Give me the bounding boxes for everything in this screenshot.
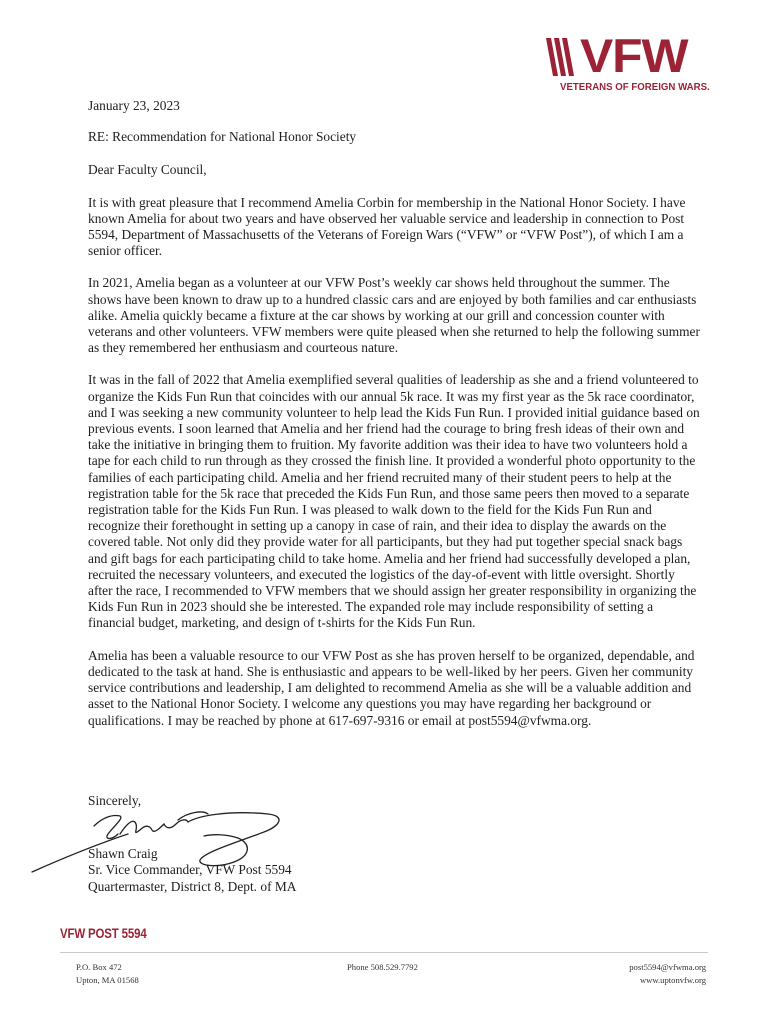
letter-body xyxy=(88,98,700,745)
logo-wordmark: VFW xyxy=(580,29,688,82)
letter-paragraph: Amelia has been a valuable resource to our VFW Post as she has proven herself to be organized, dependable, and dedicated to the task at hand. She is enthusiastic and appears to be well-liked by her peers. Given her community service contributions and leadership, I am delighted to recommend Amelia as she will be a valuable addition and asset to the National Honor Society. I welcome any questions you may have regarding her background or qualifications. I may be reached by phone at 617-697-9316 or email at post5594@vfwma.org. xyxy=(88,647,695,728)
letter-closing: Sincerely, xyxy=(88,793,142,808)
footer-address-line: P.O. Box 472 xyxy=(76,962,122,972)
footer-contact xyxy=(629,961,706,986)
letter-salutation: Dear Faculty Council, xyxy=(88,162,207,178)
footer-phone-text: Phone 508.529.7792 xyxy=(347,962,418,972)
letter-paragraph: It is with great pleasure that I recommend Amelia Corbin for membership in the National Honor Society. I have known Amelia for about two years and have observed her valuable service and leadership in connection to Post 5594, Department of Massachusetts of the Veterans of Foreign Wars (“VFW” or “VFW Post”), of which I am a senior officer. xyxy=(88,194,686,259)
signer-title-secondary: Quartermaster, District 8, Dept. of MA xyxy=(88,878,297,894)
footer-website-link[interactable]: www.uptonvfw.org xyxy=(639,974,706,985)
signer-title: Sr. Vice Commander, VFW Post 5594 xyxy=(88,862,292,878)
footer-post-name: VFW POST 5594 xyxy=(60,925,147,941)
footer-address xyxy=(76,961,139,986)
signer-block xyxy=(88,846,296,895)
footer-phone xyxy=(347,961,418,974)
logo-tagline: VETERANS OF FOREIGN WARS. xyxy=(560,81,710,93)
letter-paragraph: In 2021, Amelia began as a volunteer at our VFW Post’s weekly car shows held throughout the summer. The shows have been known to draw up to a hundred classic cars and are enjoyed by both families and car enthusiasts alike. Amelia quickly became a fixture at the car shows by working at our grill and concession counter with veterans and other volunteers. VFW members were quite pleased when she returned to help the following summer as they remembered her enthusiasm and courteous nature. xyxy=(88,275,700,356)
signer-name: Shawn Craig xyxy=(88,846,158,861)
footer-divider xyxy=(60,952,708,953)
footer-address-line: Upton, MA 01568 xyxy=(76,974,139,985)
letter-date: January 23, 2023 xyxy=(88,98,180,113)
letter-paragraph: It was in the fall of 2022 that Amelia exemplified several qualities of leadership as she and a friend volunteered to organize the Kids Fun Run that coincides with our annual 5k race. It was my first year as the 5k race coordinator, and I was seeking a new community volunteer to help lead the Kids Fun Run. I provided initial guidance based on previous events. I soon learned that Amelia and her friend had the courage to bring fresh ideas of their own and take the initiative in bringing them to fruition. My favorite addition was their idea to have two volunteers hold a tape for each child to run through as they crossed the finish line. It provided a wonderful photo opportunity to the families of each participating child. Amelia and her friend recruited many of their student peers to help at the registration table for the 5k race that preceded the Kids Fun Run, and those same peers then moved to a separate registration table for the Kids Fun Run. I was pleased to walk down to the field for the Kids Fun Run and recognize their forethought in setting up a canopy in case of rain, and their idea to display the awards on the covered table. Not only did they provide water for all participants, but they had put together special snack bags and gift bags for each participating child to take home. Amelia and her friend had successfully developed a plan, recruited the necessary volunteers, and executed the logistics of the day-of-event with little oversight. Shortly after the race, I recommended to VFW members that we should assign her greater responsibility in organizing the Kids Fun Run in 2023 should she be interested. The expanded role may include responsibility of setting a financial budget, marketing, and design of t-shirts for the Kids Fun Run. xyxy=(88,372,700,631)
footer-email-link[interactable]: post5594@vfwma.org xyxy=(629,962,706,972)
vfw-logo xyxy=(546,29,710,96)
letter-subject: RE: Recommendation for National Honor Society xyxy=(88,129,357,145)
